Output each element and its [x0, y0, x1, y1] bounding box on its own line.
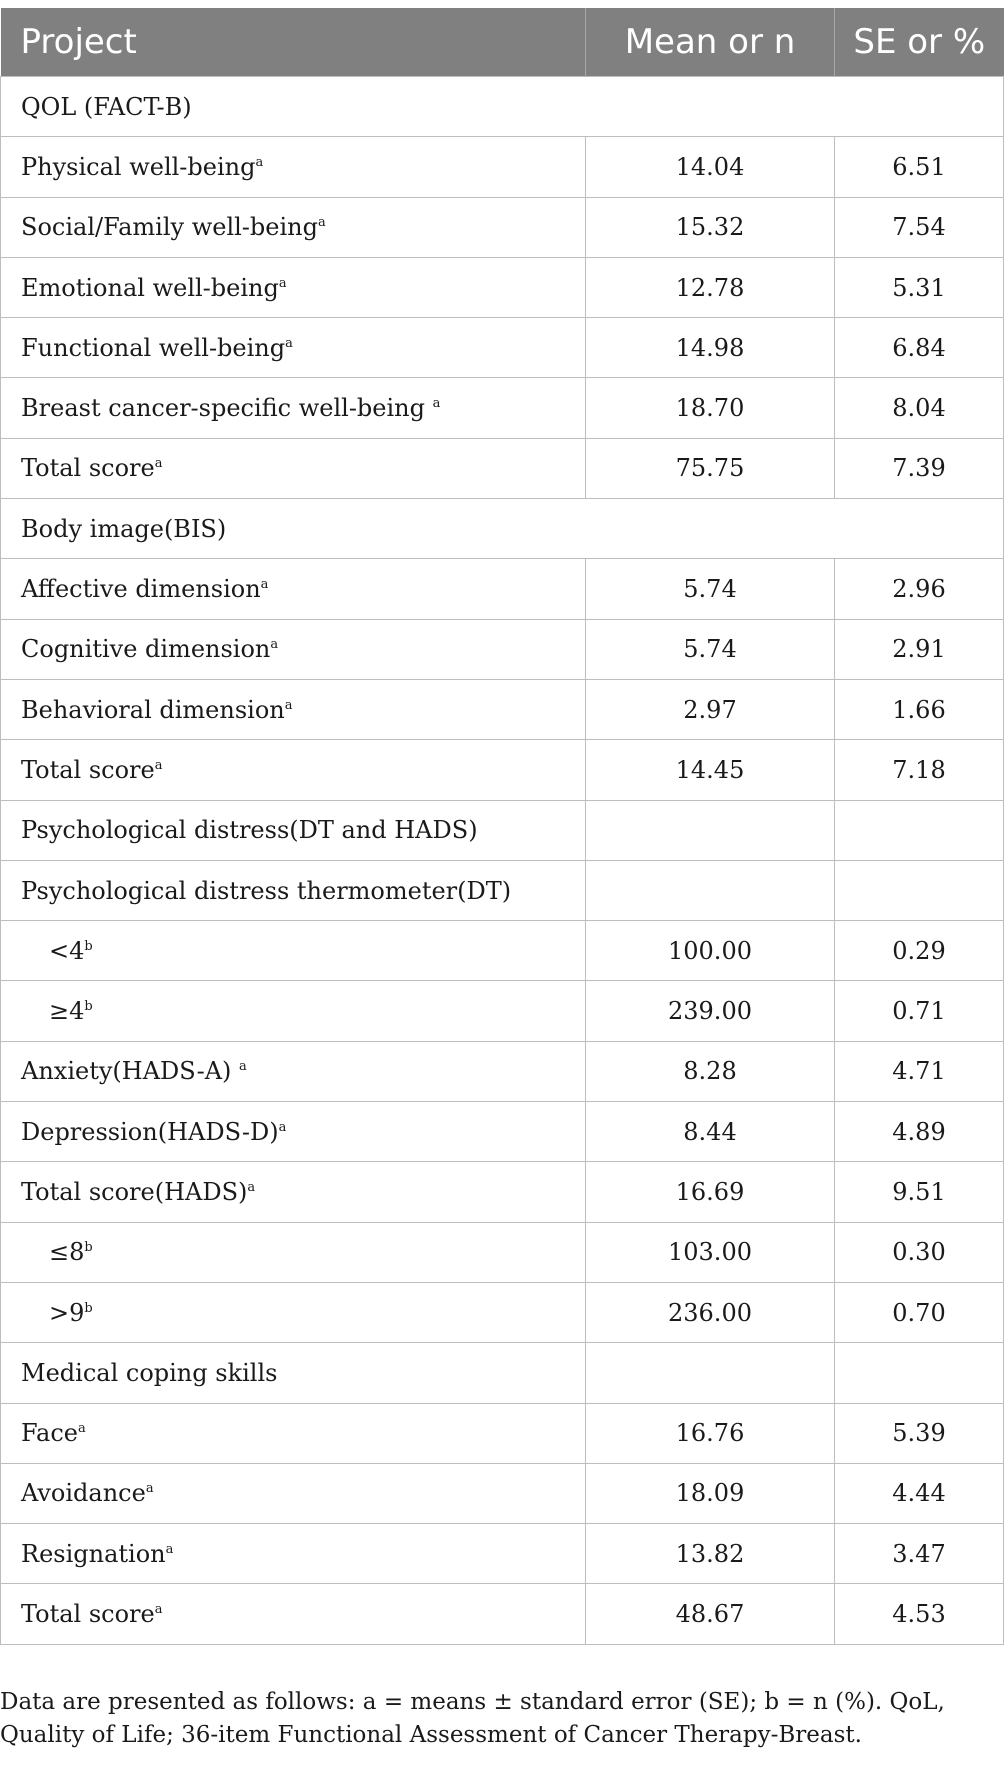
header-row — [1, 8, 1004, 77]
table-row — [1, 318, 1004, 378]
row-label-text: ≥4 — [49, 997, 85, 1026]
row-label — [1, 981, 586, 1041]
cell-mean-or-n: 5.74 — [586, 559, 835, 619]
table-body — [1, 77, 1004, 1645]
footnote-marker: a — [432, 396, 441, 412]
footnote-marker: a — [165, 1541, 174, 1557]
header-se-or-percent: SE or % — [835, 8, 1004, 77]
header-mean-or-n: Mean or n — [586, 8, 835, 77]
table-row — [1, 137, 1004, 197]
table-row — [1, 1463, 1004, 1523]
table-section-row — [1, 1343, 1004, 1403]
row-label-text: Total score — [21, 1600, 155, 1629]
cell-se-or-percent: 0.29 — [835, 921, 1004, 981]
footnote-marker: b — [84, 999, 93, 1015]
cell-se-or-percent: 7.18 — [835, 740, 1004, 800]
row-label-text: Cognitive dimension — [21, 635, 271, 664]
row-label-text: Physical well-being — [21, 152, 256, 181]
cell-se-or-percent — [835, 860, 1004, 920]
table-row — [1, 1102, 1004, 1162]
row-label — [1, 619, 586, 679]
footnote-marker: b — [84, 1300, 93, 1316]
footnote-marker: a — [285, 335, 293, 351]
cell-mean-or-n: 48.67 — [586, 1584, 835, 1644]
cell-se-or-percent: 8.04 — [835, 378, 1004, 438]
row-label-text: Breast cancer-specific well-being — [21, 394, 433, 423]
row-label — [1, 1524, 586, 1584]
row-label — [1, 1102, 586, 1162]
cell-se-or-percent: 9.51 — [835, 1162, 1004, 1222]
cell-se-or-percent: 0.71 — [835, 981, 1004, 1041]
cell-se-or-percent: 5.39 — [835, 1403, 1004, 1463]
row-label — [1, 559, 586, 619]
cell-mean-or-n: 14.45 — [586, 740, 835, 800]
footnote-marker: a — [77, 1421, 86, 1437]
cell-se-or-percent: 1.66 — [835, 679, 1004, 739]
footnote-marker: a — [278, 275, 287, 291]
cell-se-or-percent: 4.71 — [835, 1041, 1004, 1101]
cell-mean-or-n: 239.00 — [586, 981, 835, 1041]
cell-mean-or-n: 8.28 — [586, 1041, 835, 1101]
table-row — [1, 619, 1004, 679]
row-label — [1, 1403, 586, 1463]
cell-se-or-percent: 4.89 — [835, 1102, 1004, 1162]
row-label — [1, 1584, 586, 1644]
row-label — [1, 740, 586, 800]
table-row — [1, 257, 1004, 317]
cell-mean-or-n: 14.98 — [586, 318, 835, 378]
footnote-marker: b — [84, 938, 93, 954]
row-label-text: Social/Family well-being — [21, 213, 318, 242]
header-project: Project — [1, 8, 586, 77]
table-section-row — [1, 77, 1004, 137]
row-label — [1, 1162, 586, 1222]
table-footnote: Data are presented as follows: a = means ± standard error (SE); b = n (%). QoL, Quality of Life; 36-item Functional Assessment of Cancer Therapy-Breast. — [0, 1689, 945, 1748]
row-label-text: Depression(HADS-D) — [21, 1117, 279, 1146]
cell-mean-or-n: 15.32 — [586, 197, 835, 257]
table-row — [1, 559, 1004, 619]
row-label-text: Total score(HADS) — [21, 1177, 248, 1206]
row-label — [1, 679, 586, 739]
footnote-marker: a — [270, 637, 279, 653]
footnote-marker: a — [317, 215, 326, 231]
row-label — [1, 257, 586, 317]
cell-mean-or-n: 18.09 — [586, 1463, 835, 1523]
cell-mean-or-n: 12.78 — [586, 257, 835, 317]
row-label-text: Total score — [21, 755, 155, 784]
row-label — [1, 1041, 586, 1101]
row-label — [1, 378, 586, 438]
row-label-text: Face — [21, 1419, 78, 1448]
footnote-marker: a — [145, 1481, 154, 1497]
table-row — [1, 1584, 1004, 1644]
table-row — [1, 197, 1004, 257]
cell-se-or-percent: 5.31 — [835, 257, 1004, 317]
table-row — [1, 438, 1004, 498]
footnote-marker: a — [255, 154, 264, 170]
table-row — [1, 740, 1004, 800]
group-label — [1, 1343, 586, 1403]
row-label-text: >9 — [49, 1298, 85, 1327]
cell-se-or-percent: 7.54 — [835, 197, 1004, 257]
row-label-text: Medical coping skills — [21, 1358, 278, 1387]
cell-mean-or-n: 16.69 — [586, 1162, 835, 1222]
table-row — [1, 679, 1004, 739]
cell-mean-or-n: 16.76 — [586, 1403, 835, 1463]
row-label-text: Avoidance — [21, 1479, 146, 1508]
group-label — [1, 860, 586, 920]
row-label-text: Resignation — [21, 1539, 166, 1568]
cell-se-or-percent: 3.47 — [835, 1524, 1004, 1584]
cell-mean-or-n: 8.44 — [586, 1102, 835, 1162]
row-label-text: Affective dimension — [21, 575, 261, 604]
table-row — [1, 1222, 1004, 1282]
cell-se-or-percent: 2.91 — [835, 619, 1004, 679]
cell-se-or-percent — [835, 1343, 1004, 1403]
cell-se-or-percent: 2.96 — [835, 559, 1004, 619]
table-row — [1, 378, 1004, 438]
row-label — [1, 438, 586, 498]
cell-mean-or-n — [586, 1343, 835, 1403]
row-label — [1, 137, 586, 197]
row-label-text: Total score — [21, 454, 155, 483]
cell-se-or-percent: 0.70 — [835, 1282, 1004, 1342]
table-section-row — [1, 499, 1004, 559]
row-label — [1, 197, 586, 257]
group-label — [1, 800, 586, 860]
footnote-marker: a — [278, 1119, 287, 1135]
table-section-row — [1, 860, 1004, 920]
table-row — [1, 1041, 1004, 1101]
table-row — [1, 1162, 1004, 1222]
row-label-text: Psychological distress thermometer(DT) — [21, 876, 512, 905]
cell-mean-or-n: 2.97 — [586, 679, 835, 739]
cell-se-or-percent: 7.39 — [835, 438, 1004, 498]
footnote-marker: b — [84, 1240, 93, 1256]
footnote-marker: a — [260, 577, 269, 593]
footnote-marker: a — [154, 456, 163, 472]
row-label-text: Behavioral dimension — [21, 695, 285, 724]
footnote-marker: a — [154, 1602, 163, 1618]
cell-mean-or-n: 13.82 — [586, 1524, 835, 1584]
row-label-text: Anxiety(HADS-A) — [21, 1057, 240, 1086]
cell-mean-or-n — [586, 860, 835, 920]
cell-se-or-percent: 6.51 — [835, 137, 1004, 197]
table-row — [1, 1282, 1004, 1342]
cell-mean-or-n: 18.70 — [586, 378, 835, 438]
cell-mean-or-n: 103.00 — [586, 1222, 835, 1282]
table-row — [1, 1403, 1004, 1463]
cell-se-or-percent: 0.30 — [835, 1222, 1004, 1282]
cell-se-or-percent: 4.44 — [835, 1463, 1004, 1523]
results-table — [0, 8, 1004, 1645]
row-label — [1, 1463, 586, 1523]
section-label: QOL (FACT-B) — [1, 77, 1004, 137]
cell-mean-or-n — [586, 800, 835, 860]
cell-mean-or-n: 236.00 — [586, 1282, 835, 1342]
cell-mean-or-n: 75.75 — [586, 438, 835, 498]
row-label — [1, 318, 586, 378]
row-label-text: <4 — [49, 936, 85, 965]
cell-mean-or-n: 14.04 — [586, 137, 835, 197]
row-label-text: Emotional well-being — [21, 273, 279, 302]
row-label-text: Psychological distress(DT and HADS) — [21, 816, 478, 845]
table-row — [1, 981, 1004, 1041]
table-row — [1, 921, 1004, 981]
row-label — [1, 1282, 586, 1342]
section-label: Body image(BIS) — [1, 499, 1004, 559]
row-label — [1, 1222, 586, 1282]
row-label — [1, 921, 586, 981]
footnote-marker: a — [239, 1059, 247, 1075]
cell-se-or-percent — [835, 800, 1004, 860]
footnote-marker: a — [247, 1179, 256, 1195]
row-label-text: Functional well-being — [21, 333, 286, 362]
cell-mean-or-n: 5.74 — [586, 619, 835, 679]
table-row — [1, 1524, 1004, 1584]
row-label-text: ≤8 — [49, 1238, 85, 1267]
table-section-row — [1, 800, 1004, 860]
cell-se-or-percent: 6.84 — [835, 318, 1004, 378]
cell-se-or-percent: 4.53 — [835, 1584, 1004, 1644]
footnote-marker: a — [284, 697, 293, 713]
footnote-marker: a — [154, 757, 163, 773]
cell-mean-or-n: 100.00 — [586, 921, 835, 981]
